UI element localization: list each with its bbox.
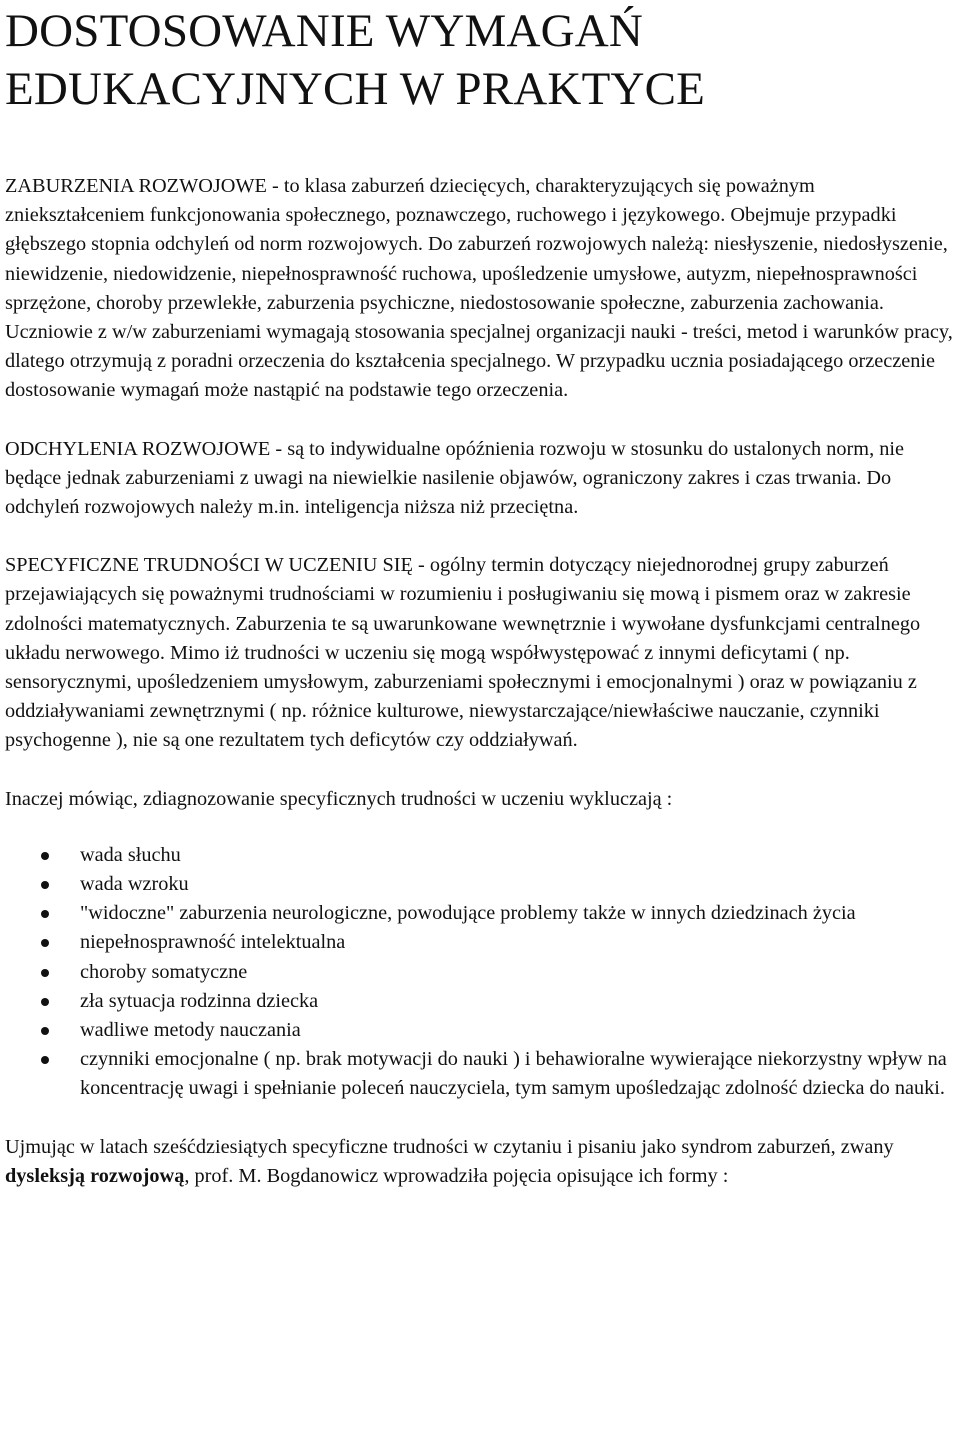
list-item: czynniki emocjonalne ( np. brak motywacji do nauki ) i behawioralne wywierające niekorzystny wpływ na koncentrację uwagi i spełnianie poleceń nauczyciela, tym samym upośledzając zdolność dziecka do nauki.	[5, 1045, 956, 1103]
bullet-icon	[41, 939, 49, 947]
section-specific-learning-difficulties	[5, 551, 956, 755]
bullet-icon	[41, 852, 49, 860]
section-developmental-deviations-text: - są to indywidualne opóźnienia rozwoju w stosunku do ustalonych norm, nie będące jednak zaburzeniami z uwagi na niewielkie nasilenie objawów, ograniczony zakres i czas trwania. Do odchyleń rozwojowych należy m.in. inteligencja niższa niż przeciętna.	[5, 437, 904, 519]
section-developmental-disorders	[5, 172, 956, 406]
title-line-1: DOSTOSOWANIE WYMAGAŃ	[5, 5, 644, 57]
dyslexia-term: dysleksją rozwojową	[5, 1164, 185, 1187]
section-specific-learning-difficulties-text: - ogólny termin dotyczący niejednorodnej grupy zaburzeń przejawiających się poważnymi trudnościami w rozumieniu i posługiwaniu się mową i pismem oraz w zakresie zdolności matematycznych. Zaburzenia te są uwarunkowane wewnętrznie i wywołane dysfunkcjami centralnego układu nerwowego. Mimo iż trudności w uczeniu się mogą współwystępować z innymi deficytami ( np. sensorycznymi, upośledzeniem umysłowym, zaburzeniami społecznymi i emocjonalnymi ) oraz w powiązaniu z oddziaływaniami zewnętrznymi ( np. różnice kulturowe, niewystarczające/niewłaściwe nauczanie, czynniki psychogenne ), nie są one rezultatem tych deficytów czy oddziaływań.	[5, 554, 921, 752]
bullet-icon	[41, 881, 49, 889]
bullet-icon	[41, 1056, 49, 1064]
closing-paragraph	[5, 1133, 956, 1191]
term-developmental-deviations: ODCHYLENIA ROZWOJOWE	[5, 437, 271, 460]
document-title	[5, 0, 956, 118]
section-developmental-deviations	[5, 435, 956, 523]
closing-text-after: , prof. M. Bogdanowicz wprowadziła pojęcia opisujące ich formy :	[184, 1164, 729, 1187]
closing-text-before: Ujmując w latach sześćdziesiątych specyficzne trudności w czytaniu i pisaniu jako syndrom zaburzeń, zwany	[5, 1135, 894, 1158]
exclusions-list	[5, 841, 956, 1104]
list-item: choroby somatyczne	[5, 958, 956, 987]
term-specific-learning-difficulties: SPECYFICZNE TRUDNOŚCI W UCZENIU SIĘ	[5, 554, 413, 577]
bullet-icon	[41, 1027, 49, 1035]
list-item: wada wzroku	[5, 870, 956, 899]
section-developmental-disorders-text: - to klasa zaburzeń dziecięcych, charakteryzujących się poważnym zniekształceniem funkcjonowania społecznego, poznawczego, ruchowego i językowego. Obejmuje przypadki głębszego stopnia odchyleń od norm rozwojowych. Do zaburzeń rozwojowych należą: niesłyszenie, niedosłyszenie, niewidzenie, niedowidzenie, niepełnosprawność ruchowa, upośledzenie umysłowe, autyzm, niepełnosprawności sprzężone, choroby przewlekłe, zaburzenia psychiczne, niedostosowanie społeczne, zaburzenia zachowania. Uczniowie z w/w zaburzeniami wymagają stosowania specjalnej organizacji nauki - treści, metod i warunków pracy, dlatego otrzymują z poradni orzeczenia do kształcenia specjalnego. W przypadku ucznia posiadającego orzeczenie dostosowanie wymagań może nastąpić na podstawie tego orzeczenia.	[5, 175, 953, 402]
list-item: "widoczne" zaburzenia neurologiczne, powodujące problemy także w innych dziedzinach życia	[5, 899, 956, 928]
term-developmental-disorders: ZABURZENIA ROZWOJOWE	[5, 175, 267, 197]
list-item: zła sytuacja rodzinna dziecka	[5, 987, 956, 1016]
title-line-2: EDUKACYJNYCH W PRAKTYCE	[5, 63, 706, 115]
list-item: wada słuchu	[5, 841, 956, 870]
list-item: niepełnosprawność intelektualna	[5, 928, 956, 957]
bullet-icon	[41, 910, 49, 918]
bullet-icon	[41, 969, 49, 977]
list-item: wadliwe metody nauczania	[5, 1016, 956, 1045]
bullet-icon	[41, 998, 49, 1006]
exclusions-intro: Inaczej mówiąc, zdiagnozowanie specyficznych trudności w uczeniu wykluczają :	[5, 787, 673, 810]
